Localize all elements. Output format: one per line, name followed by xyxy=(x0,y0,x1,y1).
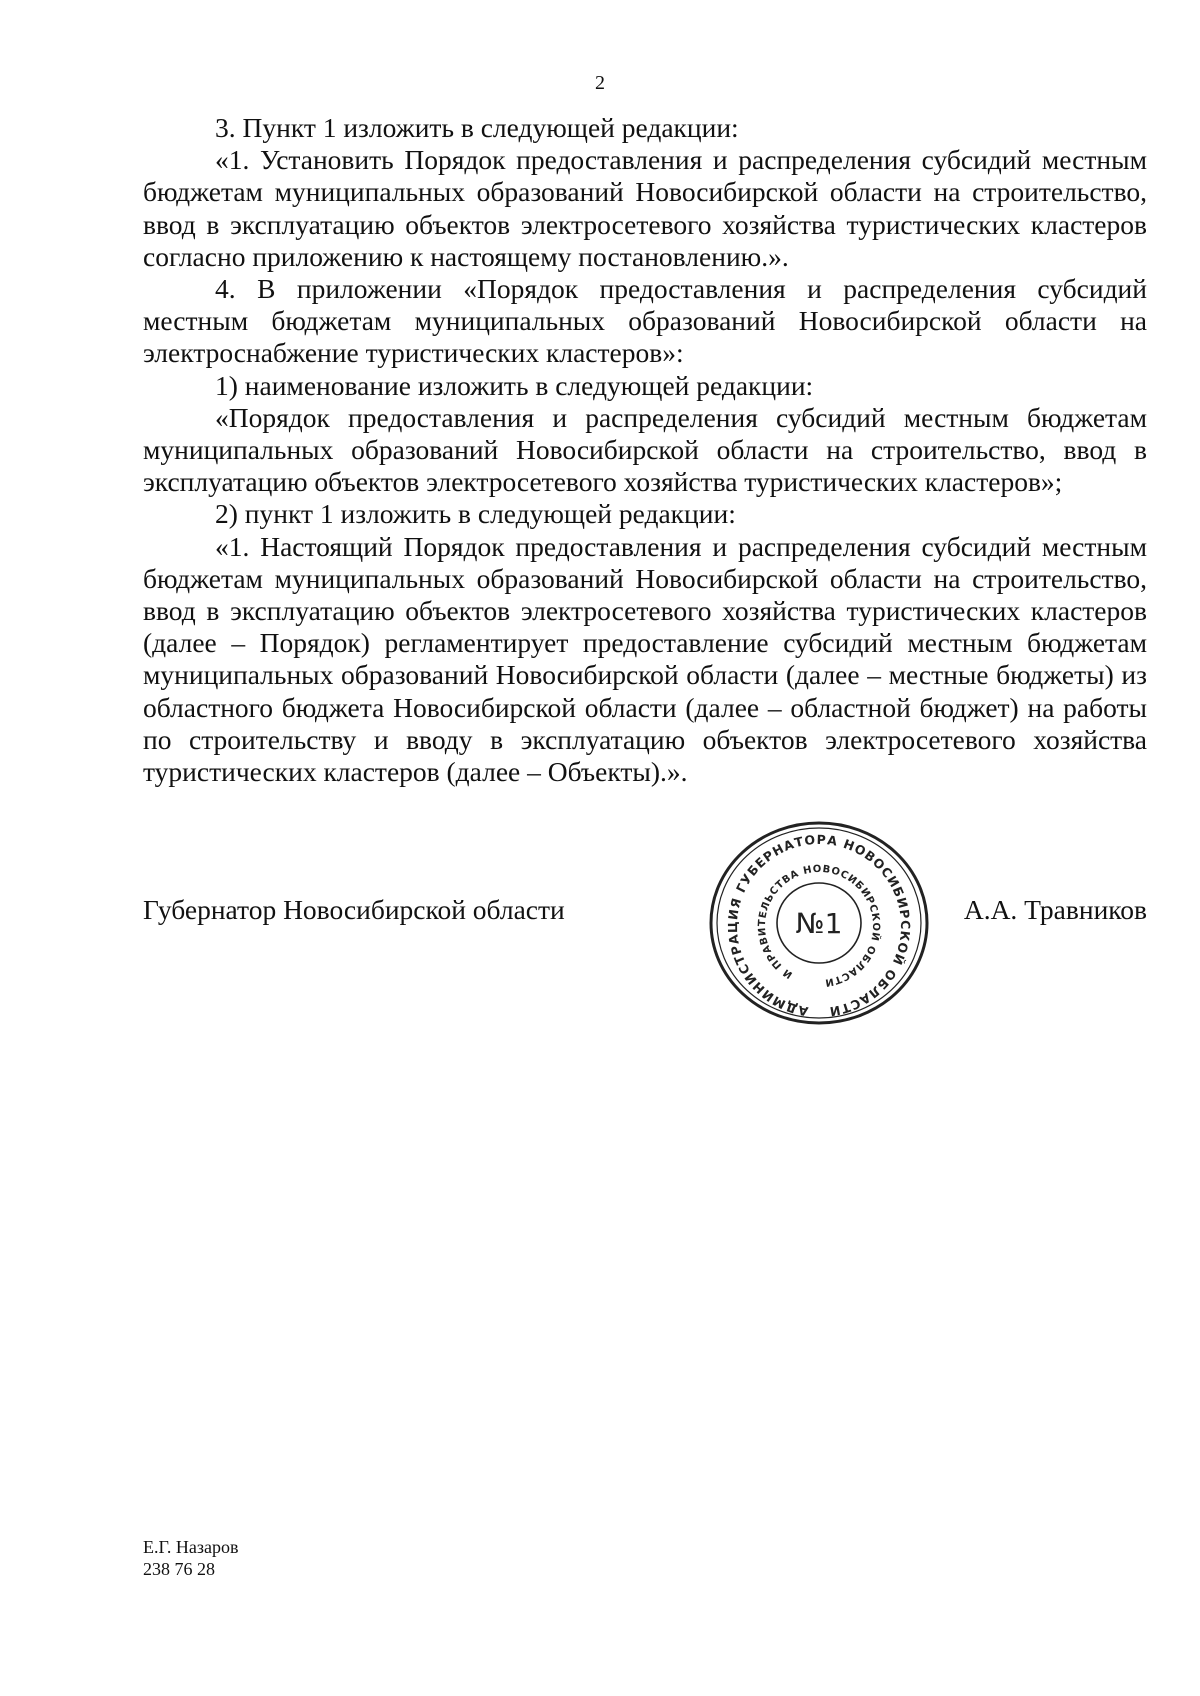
signatory-title: Губернатор Новосибирской области xyxy=(143,894,565,925)
signature-block xyxy=(143,894,1147,934)
paragraph-item-3-quote: «1. Установить Порядок предоставления и распределения субсидий местным бюджетам муниципальных образований Новосибирской области на строительство, ввод в эксплуатацию объектов электросетевого хозяйства туристических кластеров согласно приложению к настоящему постановлению.». xyxy=(143,144,1147,272)
executor-phone: 238 76 28 xyxy=(143,1559,215,1579)
seal-outer-text: АДМИНИСТРАЦИЯ ГУБЕРНАТОРА НОВОСИБИРСКОЙ ОБЛАСТИ xyxy=(724,831,914,1020)
seal-inner-text: И ПРАВИТЕЛЬСТВА НОВОСИБИРСКОЙ ОБЛАСТИ xyxy=(756,863,882,988)
seal-center-number: №1 xyxy=(795,907,843,940)
executor-name: Е.Г. Назаров xyxy=(143,1537,239,1557)
paragraph-subitem-2-quote: «1. Настоящий Порядок предоставления и распределения субсидий местным бюджетам муниципальных образований Новосибирской области на строительство, ввод в эксплуатацию объектов электросетевого хозяйства туристических кластеров (далее – Порядок) регламентирует предоставление субсидий местным бюджетам муниципальных образований Новосибирской области (далее – местные бюджеты) из областного бюджета Новосибирской области (далее – областной бюджет) на работы по строительству и вводу в эксплуатацию объектов электросетевого хозяйства туристических кластеров (далее – Объекты).». xyxy=(143,530,1147,788)
executor-info xyxy=(143,1536,238,1580)
paragraph-subitem-1: 1) наименование изложить в следующей редакции: xyxy=(215,369,814,401)
signatory-name: А.А. Травников xyxy=(963,894,1147,925)
paragraph-item-3: 3. Пункт 1 изложить в следующей редакции: xyxy=(215,112,739,143)
page-number: 2 xyxy=(595,72,605,94)
paragraph-subitem-2: 2) пункт 1 изложить в следующей редакции: xyxy=(215,498,736,530)
document-body xyxy=(143,112,1147,788)
official-seal xyxy=(703,815,935,1030)
paragraph-subitem-1-quote: «Порядок предоставления и распределения субсидий местным бюджетам муниципальных образований Новосибирской области на строительство, ввод в эксплуатацию объектов электросетевого хозяйства туристических кластеров»; xyxy=(143,401,1147,498)
paragraph-item-4: 4. В приложении «Порядок предоставления и распределения субсидий местным бюджетам муниципальных образований Новосибирской области на электроснабжение туристических кластеров»: xyxy=(143,273,1147,369)
